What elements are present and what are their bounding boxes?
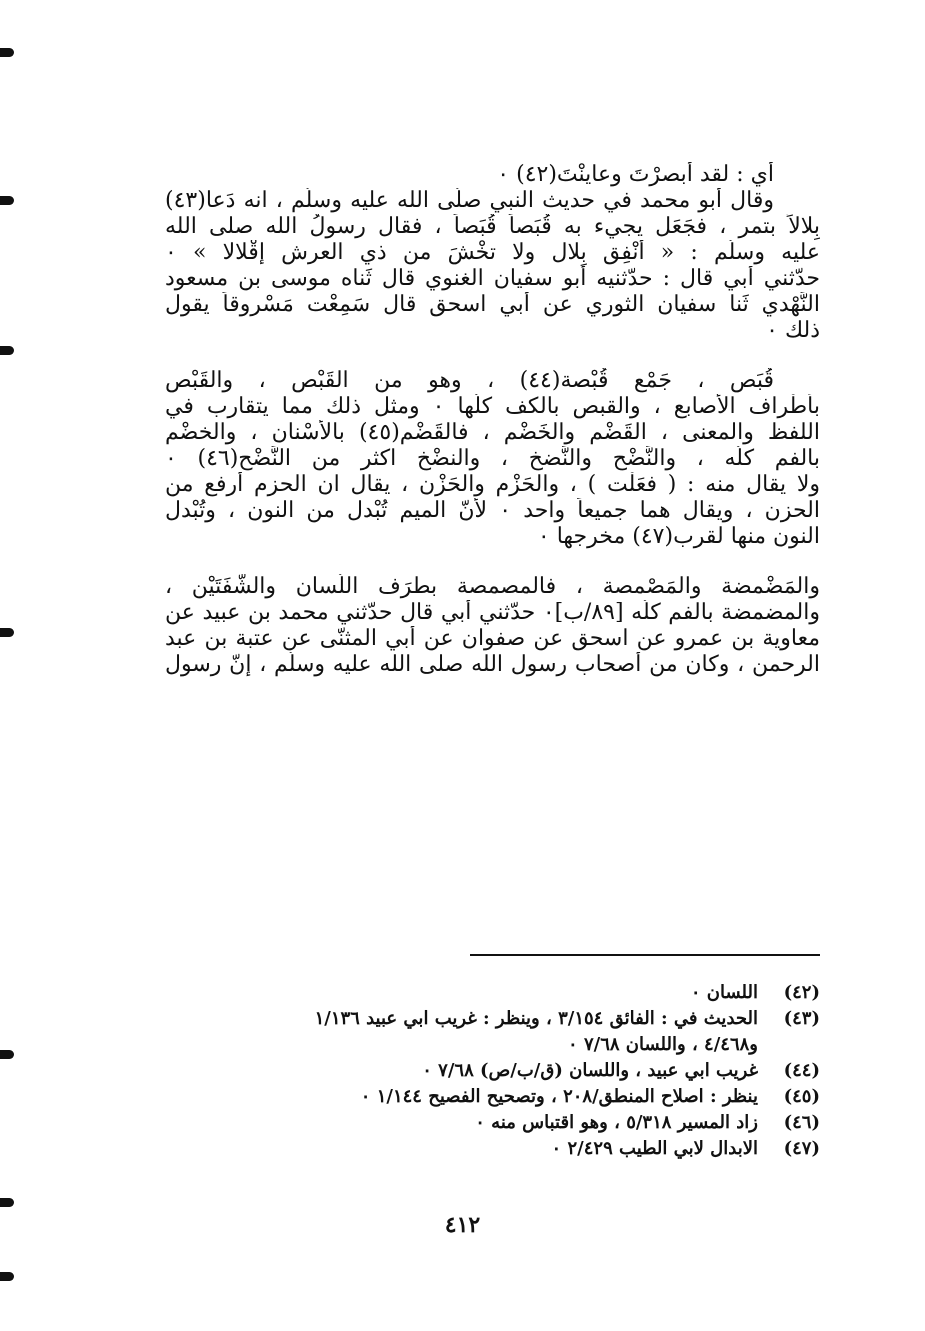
- text-line: اللفظ والمعنى ، القَضْم والخَضْم ، فالقَضْم(٤٥) بالأسْنان ، والخضْم: [165, 420, 820, 445]
- footnote-text: الحديث في : الفائق ٣/١٥٤ ، وينظر : غريب ابي عبيد ١/١٣٦: [314, 1008, 758, 1029]
- text-line: ولا يقال منه : ( فعَلْت ) ، والحَزْم والحَزْن ، يقال ان الحزم أرفع من: [165, 472, 820, 497]
- text-line: بِلالاً بتمر ، فجَعَل يجيء به قُبَصاً قُبَصاً ، فقال رسولُ الله صلى الله: [165, 214, 820, 239]
- paragraph-1: [165, 162, 820, 188]
- footnote-number: (٤٤): [783, 1060, 820, 1081]
- footnote-number: (٤٥): [783, 1086, 820, 1107]
- footnote-continuation: [160, 1032, 820, 1058]
- text-line: بالفم كلّه ، والنَّضْح والنَّضخ ، والنضْخ اكثر من النَّضْح(٤٦) ٠: [165, 446, 820, 471]
- footnotes: [160, 980, 820, 1162]
- footnote-number: (٤٢): [783, 982, 820, 1003]
- paragraph-3: [165, 368, 820, 550]
- footnote-text: الابدال لابي الطيب ٢/٤٢٩ ٠: [551, 1138, 758, 1159]
- text-line: والمَضْمضة والمَصْمصة ، فالمصمصة بطرَف اللّسان والشَّفَتَيْن ،: [165, 574, 820, 599]
- scan-edge-mark: [0, 1198, 14, 1207]
- main-text: [165, 162, 820, 678]
- paragraph-2: [165, 188, 820, 344]
- scan-edge-mark: [0, 196, 14, 205]
- footnote-text: ينظر : اصلاح المنطق/٢٠٨ ، وتصحيح الفصيح ١/١٤٤ ٠: [360, 1086, 758, 1107]
- page-number: ٤١٢: [444, 1212, 481, 1238]
- text-line: النَّهْدي ثَنا سفيان الثوري عن أبي اسحق قال سَمِعْت مَسْروقاً يقول: [165, 292, 820, 317]
- scan-edge-mark: [0, 1272, 14, 1281]
- scan-edge-mark: [0, 628, 14, 637]
- text-line: أي : لقد أبصرْتَ وعاينْتَ(٤٢) ٠: [497, 162, 774, 187]
- text-line: حدّثني أبي قال : حدّثنيه أبو سفيان الغنوي قال ثَناه موسى بن مسعود: [165, 266, 820, 291]
- text-line: وقال أبو محمد في حديث النبي صلّى الله عليه وسلّم ، انه دَعا(٤٣): [165, 188, 774, 213]
- footnote: [160, 1006, 820, 1032]
- footnote: [160, 1058, 820, 1084]
- footnote-number: (٤٣): [783, 1008, 820, 1029]
- footnote-number: (٤٧): [783, 1138, 820, 1159]
- text-line: ذلك ٠: [766, 318, 820, 343]
- scan-edge-mark: [0, 48, 14, 57]
- text-line: الحزن ، ويقال هما جميعاً واحد ٠ لأنّ الميم تُبْدل من النون ، وتُبْدل: [165, 498, 820, 523]
- footnote-separator: [470, 954, 820, 956]
- footnote-text: غريب ابي عبيد ، واللسان (ق/ب/ص) ٧/٦٨ ٠: [422, 1060, 758, 1081]
- text-line: والمضمضة بالفم كلّه [٨٩/ب]٠ حدّثني أبي قال حدّثني محمد بن عبيد عن: [165, 600, 820, 625]
- scan-edge-mark: [0, 346, 14, 355]
- text-line: قُبَص ، جَمْع قُبْصة(٤٤) ، وهو من القَبْص ، والقَبْص: [165, 368, 775, 393]
- footnote-number: (٤٦): [783, 1112, 820, 1133]
- footnote: [160, 980, 820, 1006]
- paragraph-4: [165, 574, 820, 678]
- text-line: بأطْراف الأصابع ، والقبص بالكف كلّها ٠ ومثل ذلك مما يتقارب في: [165, 394, 820, 419]
- footnote: [160, 1136, 820, 1162]
- footnote-text: و٤/٤٦٨ ، واللسان ٧/٦٨ ٠: [568, 1034, 758, 1055]
- text-line: معاوية بن عمرو عن اسحق عن صفوان عن أبي المثنّى عن عتبة بن عبد: [165, 626, 820, 651]
- footnote-text: اللسان ٠: [690, 982, 758, 1003]
- text-line: عليه وسلّم : « أنْفِق بِلال ولا تخْشَ من ذي العرش إقْلالا » ٠: [165, 240, 820, 265]
- text-line: النون منها لقرب(٤٧) مخرجها ٠: [537, 524, 820, 549]
- footnote-text: زاد المسير ٥/٣١٨ ، وهو اقتباس منه ٠: [475, 1112, 758, 1133]
- text-line: الرحمن ، وكان من أصحاب رسول الله صلى الله عليه وسلّم ، إنّ رسول: [165, 652, 820, 677]
- footnote: [160, 1110, 820, 1136]
- scan-edge-mark: [0, 1050, 14, 1059]
- footnote: [160, 1084, 820, 1110]
